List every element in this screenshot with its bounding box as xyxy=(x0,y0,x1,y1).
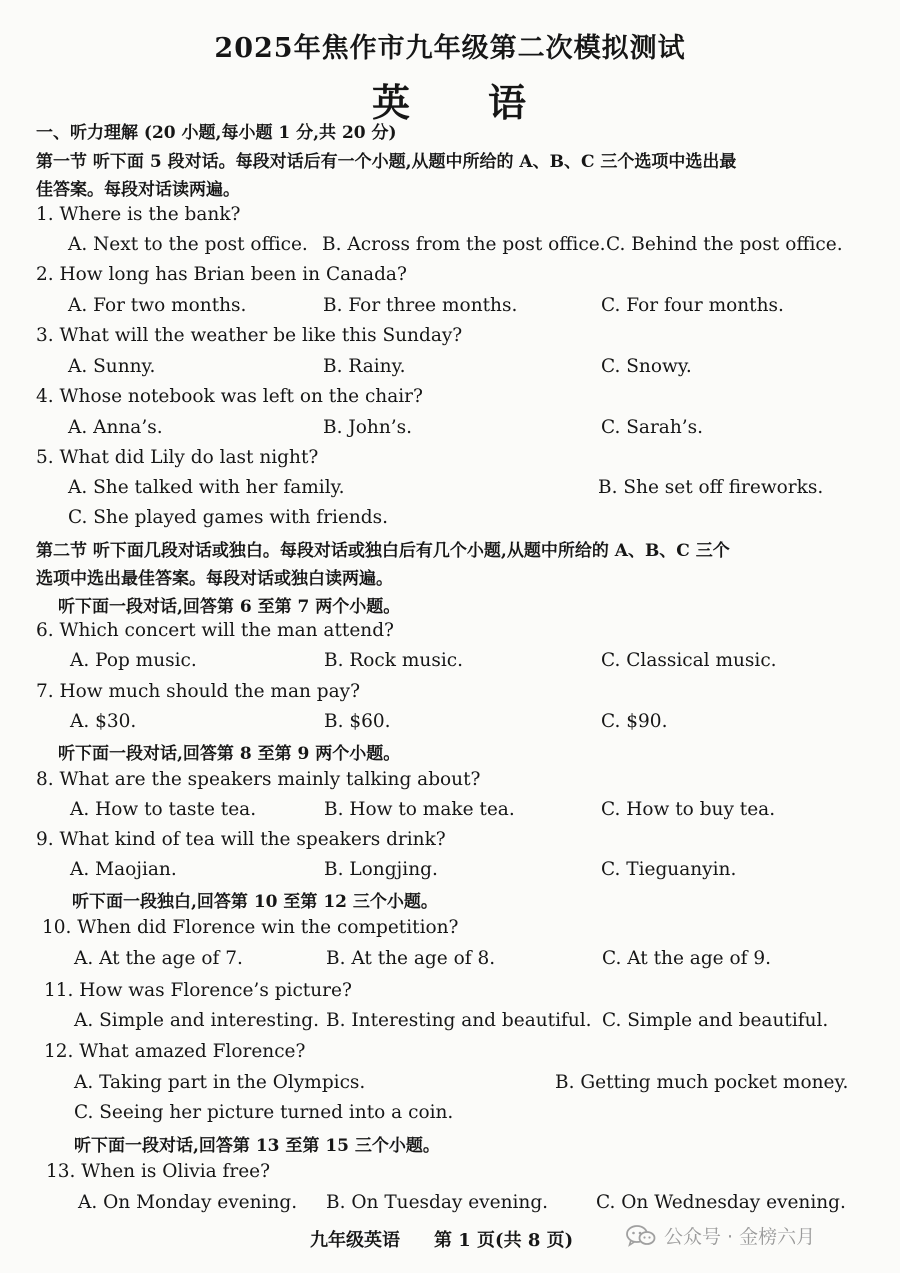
q6-option-a: A. Pop music. xyxy=(70,650,197,671)
q2-option-a: A. For two months. xyxy=(68,295,247,316)
q2-option-b: B. For three months. xyxy=(323,295,518,316)
question-11: 11. How was Florence’s picture? xyxy=(44,980,352,1001)
q7-option-a: A. $30. xyxy=(70,711,137,732)
footer-subject: 九年级英语 xyxy=(310,1230,400,1251)
instruction-q10-q12: 听下面一段独白,回答第 10 至第 12 三个小题。 xyxy=(72,892,438,912)
q12-option-a: A. Taking part in the Olympics. xyxy=(74,1072,366,1093)
question-13: 13. When is Olivia free? xyxy=(46,1161,271,1182)
instruction-q8-q9: 听下面一段对话,回答第 8 至第 9 两个小题。 xyxy=(58,744,401,764)
q10-option-c: C. At the age of 9. xyxy=(602,948,772,969)
question-9: 9. What kind of tea will the speakers drink? xyxy=(36,829,446,850)
q12-option-c: C. Seeing her picture turned into a coin. xyxy=(74,1102,454,1123)
instruction-q13-q15: 听下面一段对话,回答第 13 至第 15 三个小题。 xyxy=(74,1136,440,1156)
question-5: 5. What did Lily do last night? xyxy=(36,447,319,468)
q13-option-b: B. On Tuesday evening. xyxy=(326,1192,549,1213)
q1-option-a: A. Next to the post office. xyxy=(68,234,308,255)
subject-char-2: 语 xyxy=(488,80,529,125)
part1-instructions-line2: 佳答案。每段对话读两遍。 xyxy=(36,180,240,200)
q1-option-b: B. Across from the post office. xyxy=(322,234,606,255)
q11-option-b: B. Interesting and beautiful. xyxy=(326,1010,592,1031)
q4-option-a: A. Anna’s. xyxy=(68,417,163,438)
question-8: 8. What are the speakers mainly talking about? xyxy=(36,769,481,790)
q3-option-b: B. Rainy. xyxy=(323,356,406,377)
q5-option-c: C. She played games with friends. xyxy=(68,507,388,528)
q10-option-a: A. At the age of 7. xyxy=(74,948,243,969)
q7-option-c: C. $90. xyxy=(601,711,668,732)
question-10: 10. When did Florence win the competition? xyxy=(42,917,459,938)
page-footer xyxy=(310,1226,573,1252)
q3-option-c: C. Snowy. xyxy=(601,356,692,377)
q13-option-a: A. On Monday evening. xyxy=(78,1192,298,1213)
wechat-watermark xyxy=(626,1222,815,1249)
part1-instructions-line1: 第一节 听下面 5 段对话。每段对话后有一个小题,从题中所给的 A、B、C 三个选项中选出最 xyxy=(36,152,737,172)
q9-option-a: A. Maojian. xyxy=(70,859,177,880)
q8-option-c: C. How to buy tea. xyxy=(601,799,776,820)
q3-option-a: A. Sunny. xyxy=(68,356,156,377)
question-3: 3. What will the weather be like this Sunday? xyxy=(36,325,463,346)
q1-option-c: C. Behind the post office. xyxy=(606,234,843,255)
question-2: 2. How long has Brian been in Canada? xyxy=(36,264,407,285)
q12-option-b: B. Getting much pocket money. xyxy=(555,1072,849,1093)
q8-option-b: B. How to make tea. xyxy=(324,799,515,820)
q8-option-a: A. How to taste tea. xyxy=(70,799,257,820)
watermark-text: 公众号 · 金榜六月 xyxy=(664,1226,816,1248)
q6-option-c: C. Classical music. xyxy=(601,650,777,671)
question-1: 1. Where is the bank? xyxy=(36,204,241,225)
instruction-q6-q7: 听下面一段对话,回答第 6 至第 7 两个小题。 xyxy=(58,597,401,617)
q11-option-a: A. Simple and interesting. xyxy=(74,1010,319,1031)
subject-char-1: 英 xyxy=(371,80,412,125)
q11-option-c: C. Simple and beautiful. xyxy=(602,1010,829,1031)
q5-option-a: A. She talked with her family. xyxy=(68,477,345,498)
q2-option-c: C. For four months. xyxy=(601,295,784,316)
q9-option-b: B. Longjing. xyxy=(324,859,438,880)
section-heading: 一、听力理解 (20 小题,每小题 1 分,共 20 分) xyxy=(36,123,397,143)
q13-option-c: C. On Wednesday evening. xyxy=(596,1192,846,1213)
exam-title: 2025年焦作市九年级第二次模拟测试 xyxy=(214,33,686,64)
q7-option-b: B. $60. xyxy=(324,711,391,732)
question-7: 7. How much should the man pay? xyxy=(36,681,361,702)
part2-instructions-line2: 选项中选出最佳答案。每段对话或独白读两遍。 xyxy=(36,569,393,589)
q4-option-b: B. John’s. xyxy=(323,417,412,438)
q9-option-c: C. Tieguanyin. xyxy=(601,859,737,880)
question-12: 12. What amazed Florence? xyxy=(44,1041,306,1062)
question-6: 6. Which concert will the man attend? xyxy=(36,620,394,641)
page-number: 第 1 页(共 8 页) xyxy=(434,1230,574,1251)
part2-instructions-line1: 第二节 听下面几段对话或独白。每段对话或独白后有几个小题,从题中所给的 A、B、C 三个 xyxy=(36,541,730,561)
q4-option-c: C. Sarah’s. xyxy=(601,417,704,438)
q6-option-b: B. Rock music. xyxy=(324,650,463,671)
wechat-icon xyxy=(626,1224,656,1248)
q5-option-b: B. She set off fireworks. xyxy=(598,477,824,498)
question-4: 4. Whose notebook was left on the chair? xyxy=(36,386,423,407)
q10-option-b: B. At the age of 8. xyxy=(326,948,496,969)
